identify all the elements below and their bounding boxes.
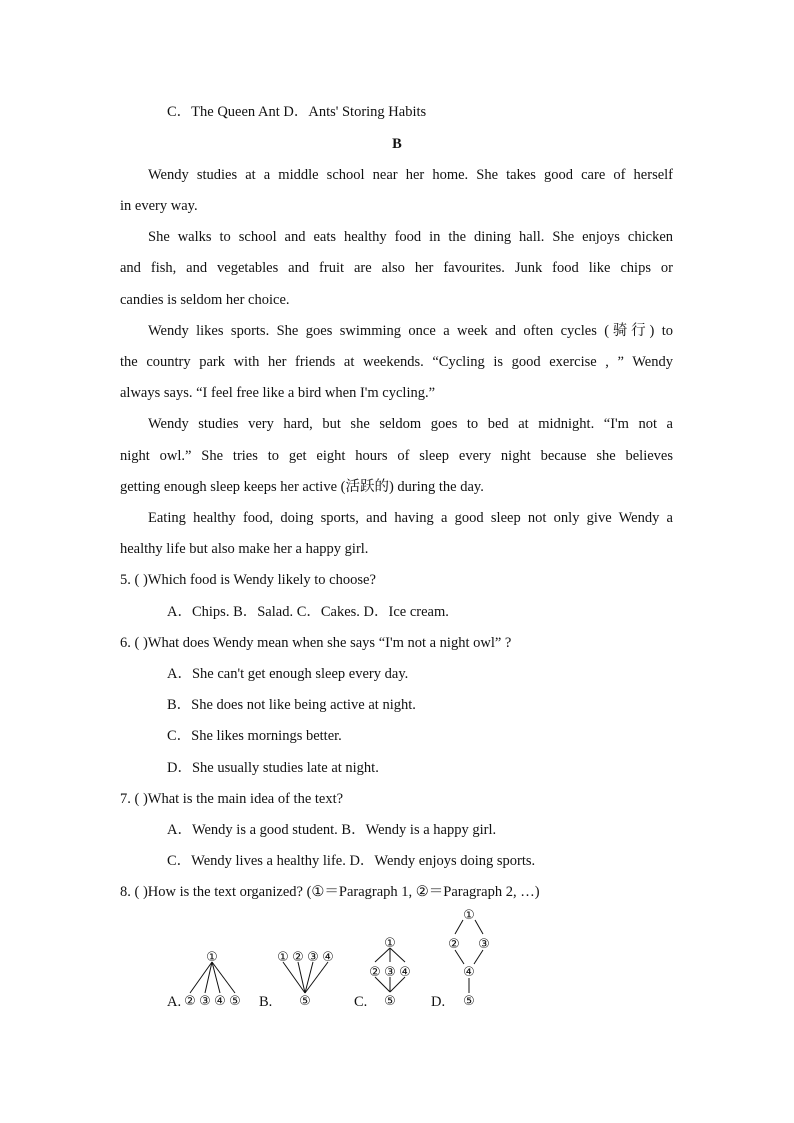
diagram-node: ③ — [307, 950, 319, 965]
diagram-node: ④ — [214, 994, 226, 1009]
passage-line: getting enough sleep keeps her active (活跃的) during the day. — [120, 479, 484, 495]
diagram-option-label: B. — [259, 994, 273, 1010]
passage-line: night owl.” She tries to get eight hours of sleep every night because she believes — [120, 448, 673, 464]
passage-line: the country park with her friends at weekends. “Cycling is good exercise , ” Wendy — [120, 354, 673, 370]
diagram-node: ② — [369, 965, 381, 980]
answer-option: B．She does not like being active at night. — [167, 697, 416, 713]
diagram-a — [184, 950, 241, 1009]
diagram-node: ④ — [399, 965, 411, 980]
answer-option: C．She likes mornings better. — [167, 728, 342, 744]
diagram-node: ③ — [199, 994, 211, 1009]
section-label: B — [392, 136, 402, 152]
passage-line: Wendy studies at a middle school near her home. She takes good care of herself — [148, 167, 673, 183]
passage-line: Wendy likes sports. She goes swimming once a week and often cycles (骑行) to — [148, 323, 673, 339]
answer-option: C．Wendy lives a healthy life. D．Wendy enjoys doing sports. — [167, 853, 536, 869]
answer-option: D．She usually studies late at night. — [167, 760, 379, 776]
passage-line: candies is seldom her choice. — [120, 292, 290, 308]
diagram-node: ① — [463, 908, 475, 923]
question-stem: 6. ( )What does Wendy mean when she says “I'm not a night owl” ? — [120, 635, 512, 651]
diagram-node: ③ — [384, 965, 396, 980]
question-stem: 5. ( )Which food is Wendy likely to choose? — [120, 572, 376, 588]
diagram-c — [369, 936, 411, 1009]
diagram-option-label: D. — [431, 994, 446, 1010]
diagram-b — [277, 950, 334, 1009]
diagram-node: ④ — [463, 965, 475, 980]
diagram-node: ⑤ — [384, 994, 396, 1009]
answer-option: A．She can't get enough sleep every day. — [167, 666, 409, 682]
diagram-node: ① — [277, 950, 289, 965]
diagram-node: ① — [384, 936, 396, 951]
diagram-node: ④ — [322, 950, 334, 965]
passage-line: Wendy studies very hard, but she seldom goes to bed at midnight. “I'm not a — [148, 416, 673, 432]
diagram-node: ① — [206, 950, 218, 965]
question-stem: 7. ( )What is the main idea of the text? — [120, 791, 344, 807]
diagram-option-label: A. — [167, 994, 182, 1010]
passage-line: always says. “I feel free like a bird when I'm cycling.” — [120, 385, 436, 401]
diagram-node: ② — [292, 950, 304, 965]
diagram-option-label: C. — [354, 994, 368, 1010]
diagram-node: ⑤ — [463, 994, 475, 1009]
diagram-node: ② — [448, 937, 460, 952]
diagram-node: ② — [184, 994, 196, 1009]
passage-line: healthy life but also make her a happy girl. — [120, 541, 369, 557]
diagram-d — [448, 908, 490, 1009]
diagram-node: ⑤ — [299, 994, 311, 1009]
passage-line: She walks to school and eats healthy food in the dining hall. She enjoys chicken — [148, 229, 673, 245]
diagram-node: ③ — [478, 937, 490, 952]
passage-line: Eating healthy food, doing sports, and having a good sleep not only give Wendy a — [148, 510, 673, 526]
diagram-node: ⑤ — [229, 994, 241, 1009]
passage-line: in every way. — [120, 198, 198, 214]
answer-option: A．Wendy is a good student. B．Wendy is a happy girl. — [167, 822, 497, 838]
answer-option: A．Chips. B．Salad. C．Cakes. D．Ice cream. — [167, 604, 449, 620]
passage-line: and fish, and vegetables and fruit are also her favourites. Junk food like chips or — [120, 260, 673, 276]
question-stem: 8. ( )How is the text organized? (①＝Paragraph 1, ②＝Paragraph 2, …) — [120, 884, 540, 900]
previous-question-options: C．The Queen Ant D．Ants' Storing Habits — [167, 104, 427, 120]
